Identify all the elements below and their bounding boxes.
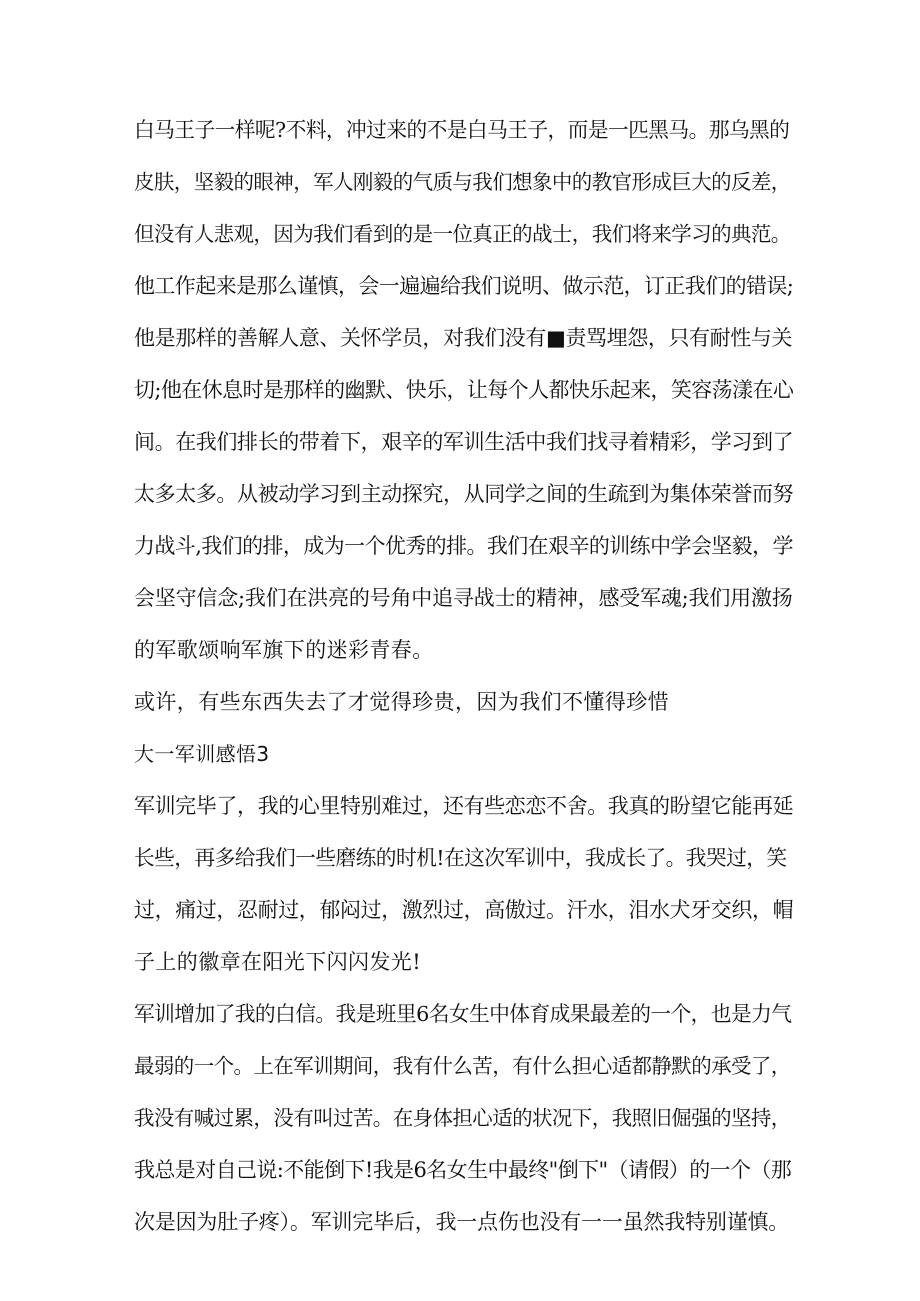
text-line: 我总是对自己说:不能倒下!我是6名女生中最终"倒下"（请假）的一个（那 <box>134 1158 792 1182</box>
text-line: 次是因为肚子疼）。军训完毕后，我一点伤也没有一一虽然我特别谨慎。 <box>134 1210 790 1234</box>
text-line: 皮肤，坚毅的眼神，军人刚毅的气质与我们想象中的教官形成巨大的反差， <box>134 170 791 194</box>
text-line: 过，痛过，忍耐过，郁闷过，激烈过，高傲过。汗水，泪水犬牙交织，帽 <box>134 898 794 922</box>
text-line: 最弱的一个。上在军训期间，我有什么苦，有什么担心适都静默的承受了， <box>134 1054 791 1078</box>
text-line: 但没有人悲观，因为我们看到的是一位真正的战士，我们将来学习的典范。 <box>134 222 791 246</box>
text-line: 军训增加了我的白信。我是班里6名女生中体育成果最差的一个，也是力气 <box>134 1002 792 1026</box>
text-line: 子上的徽章在阳光下闪闪发光! <box>134 950 422 974</box>
text-line: 会坚守信念;我们在洪亮的号角中追寻战士的精神，感受军魂;我们用激扬 <box>134 586 793 610</box>
text-line: 我没有喊过累，没有叫过苦。在身体担心适的状况下，我照旧倔强的坚持， <box>134 1106 791 1130</box>
text-line: 间。在我们排长的带着下，艰辛的军训生活中我们找寻着精彩，学习到了 <box>134 430 794 454</box>
text-line: 力战斗,我们的排，成为一个优秀的排。我们在艰辛的训练中学会坚毅，学 <box>134 534 793 558</box>
text-line: 太多太多。从被动学习到主动探究，从同学之间的生疏到为集体荣誉而努 <box>134 482 794 506</box>
text-line: 长些，再多给我们一些磨练的时机!在这次军训中，我成长了。我哭过，笑 <box>134 846 787 870</box>
text-line: 的军歌颂响军旗下的迷彩青春。 <box>134 638 434 662</box>
text-line: 切;他在休息时是那样的幽默、快乐，让每个人都快乐起来，笑容荡漾在心 <box>134 378 794 402</box>
section-heading: 大一军训感悟3 <box>134 742 270 766</box>
text-line: 或许，有些东西失去了才觉得珍贵，因为我们不懂得珍惜 <box>134 690 669 714</box>
text-line: 他是那样的善解人意、关怀学员，对我们没有■责骂埋怨，只有耐性与关 <box>134 326 793 350</box>
text-line: 白马王子一样呢?不料，冲过来的不是白马王子，而是一匹黑马。那乌黑的 <box>134 118 790 142</box>
text-line: 军训完毕了，我的心里特别难过，还有些恋恋不舍。我真的盼望它能再延 <box>134 794 794 818</box>
text-line: 他工作起来是那么谨慎，会一遍遍给我们说明、做示范，订正我们的错误; <box>134 274 794 298</box>
